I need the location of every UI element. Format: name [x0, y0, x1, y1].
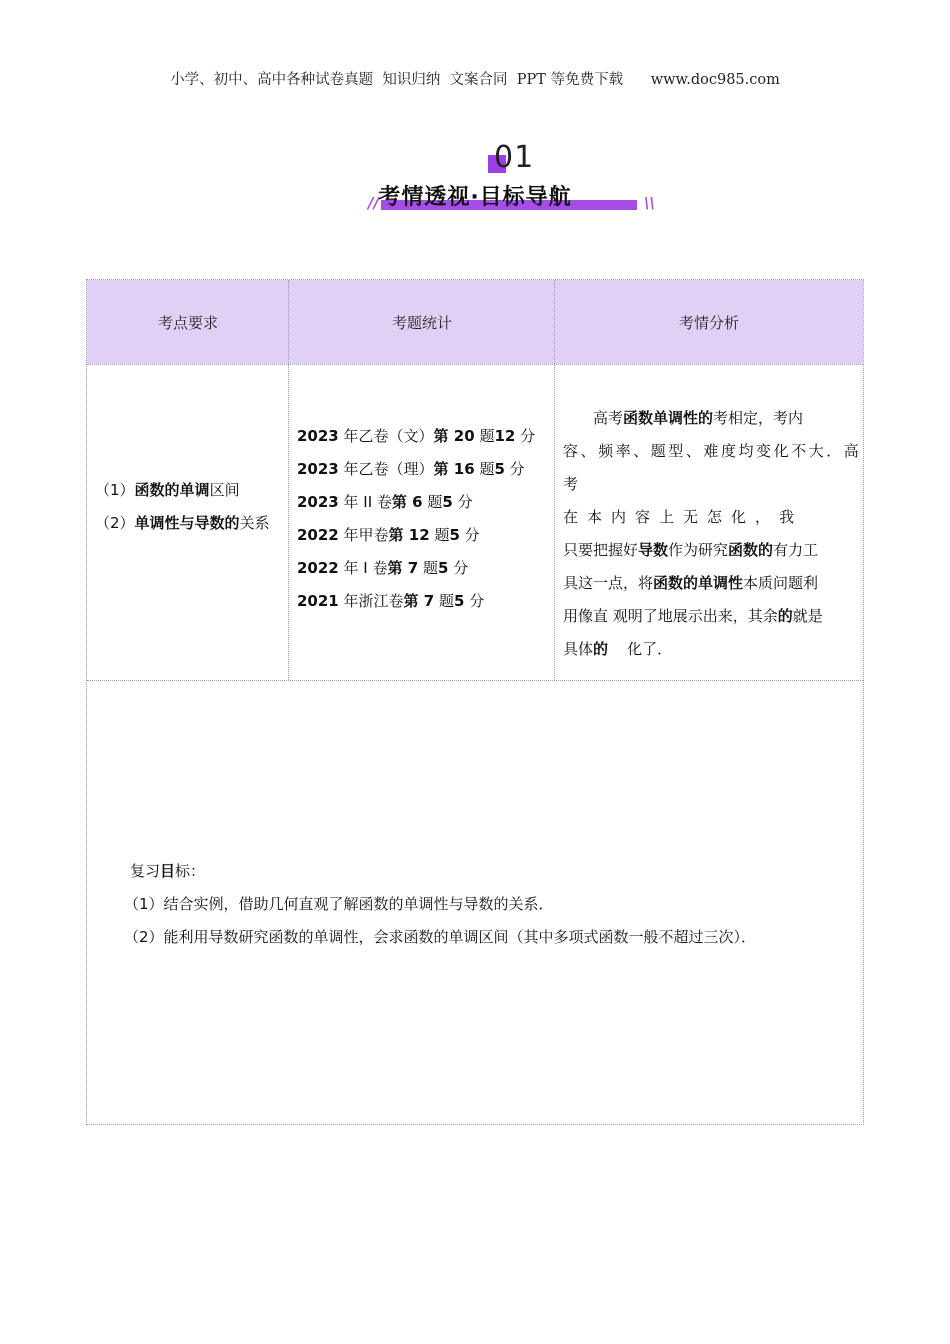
analysis-line: 只要把握好导数作为研究函数的有力工: [563, 541, 819, 559]
statistics-cell: [297, 420, 557, 618]
left-slash-decoration: //: [368, 194, 379, 212]
stat-item: 2022 年 I 卷第 7 题5 分: [297, 559, 469, 577]
analysis-line: 用像直 观明了地展示出来，其余的就是: [563, 607, 823, 625]
goals-title: 复习目标：: [130, 862, 206, 880]
analysis-line: 具体的 化了．: [563, 640, 673, 658]
exam-analysis-table: [86, 279, 864, 1125]
stat-item: 2022 年甲卷第 12 题5 分: [297, 526, 480, 544]
section-title-area: [0, 180, 950, 216]
analysis-line: 高考函数单调性的考相定，考内: [593, 409, 804, 427]
analysis-cell: [563, 402, 861, 666]
analysis-line: 在本内容上无怎化，我: [563, 508, 804, 526]
analysis-line: 容、频率、题型、难度均变化不大．高考: [563, 442, 861, 493]
stat-item: 2023 年乙卷（理）第 16 题5 分: [297, 460, 525, 478]
page-header: 小学、初中、高中各种试卷真题 知识归纳 文案合同 PPT 等免费下载 www.doc985.com: [170, 72, 780, 88]
requirement-item: （1）函数的单调区间: [95, 481, 240, 499]
requirements-cell: [95, 474, 285, 540]
header-analysis: 考情分析: [678, 313, 739, 332]
goal-item: （1）结合实例，借助几何直观了解函数的单调性与导数的关系．: [124, 895, 554, 913]
column-divider-1: [288, 280, 289, 680]
right-slash-decoration: \\: [644, 194, 655, 212]
section-title: 考情透视·目标导航: [378, 185, 572, 210]
goal-item: （2）能利用导数研究函数的单调性，会求函数的单调区间（其中多项式函数一般不超过三次）．: [124, 928, 757, 946]
header-requirements: 考点要求: [157, 313, 218, 332]
row-divider: [87, 680, 863, 681]
review-goals: [124, 855, 890, 954]
header-divider: [87, 364, 863, 365]
stat-item: 2023 年 II 卷第 6 题5 分: [297, 493, 473, 511]
section-number-area: [0, 140, 950, 180]
header-statistics: 考题统计: [391, 313, 452, 332]
stat-item: 2023 年乙卷（文）第 20 题12 分: [297, 427, 536, 445]
analysis-line: 具这一点，将函数的单调性本质问题利: [563, 574, 819, 592]
requirement-item: （2）单调性与导数的关系: [95, 514, 270, 532]
table-header-row: [87, 280, 863, 364]
stat-item: 2021 年浙江卷第 7 题5 分: [297, 592, 485, 610]
section-number: 01: [494, 140, 535, 175]
